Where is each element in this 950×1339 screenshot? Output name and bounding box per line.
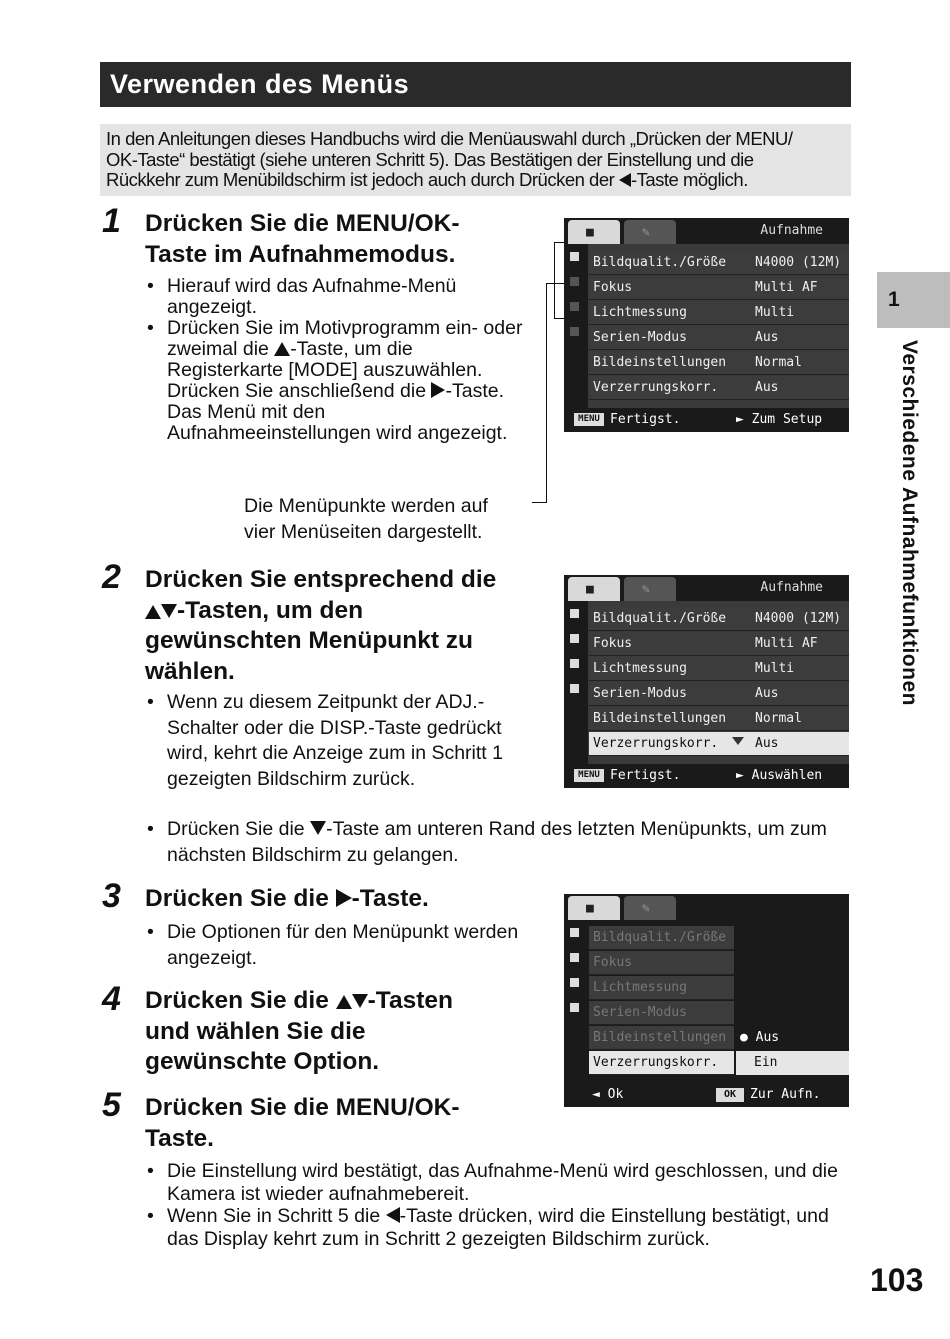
screen-2-setup-tab [624,577,676,601]
step-1-bullet-1: • Hierauf wird das Aufnahme-Menü angezeigt. [145,276,525,318]
right-arrow-icon [336,889,352,907]
screen-1-footer-left: Fertigst. [610,412,681,427]
intro-line-1: In den Anleitungen dieses Handbuchs wird die Menüauswahl durch „Drücken der MENU/ [106,128,793,149]
step-2-bullet-2-b: -Taste am unteren Rand des letzten Menüpunkts, um zum nächsten Bildschirm zu gelangen. [167,818,827,866]
menu-row-label: Bildeinstellungen [593,1030,727,1045]
step-3-number: 3 [102,877,121,915]
step-1-title-line-2: Taste im Aufnahmemodus. [145,240,456,268]
page-marker-1 [570,252,579,261]
menu-row-value: Multi AF [755,636,818,651]
screen-1-footer [564,408,849,432]
page-marker-3 [570,659,579,668]
step-4-title-line-1 [145,986,545,1017]
screen-2-menu-row [589,607,849,631]
menu-row-label: Serien-Modus [593,330,687,345]
menu-row-label: Lichtmessung [593,305,687,320]
option-ein-label: Ein [754,1055,778,1070]
step-5-title [145,1093,545,1154]
step-3-bullets [145,920,525,971]
menu-row-value: Multi [755,305,795,320]
screen-1-menu-row [589,251,849,275]
step-2-title-line-1: Drücken Sie entsprechend die [145,566,497,593]
step-4-title-line-2: und wählen Sie die [145,1017,366,1045]
option-aus-label: ● Aus [740,1030,780,1045]
camera-screen-1 [564,218,849,432]
menu-row-value: Multi [755,661,795,676]
menu-row-label: Verzerrungskorr. [593,1055,719,1070]
page-marker-4 [570,327,579,336]
step-5-title-line-2: Taste. [145,1124,214,1152]
step-3-title-a: Drücken Sie die [145,885,336,912]
page-marker-1 [570,609,579,618]
screen-2-camera-tab [568,577,620,601]
step-3-title [145,884,545,915]
intro-line-3 [106,170,845,191]
intro-line-2: OK-Taste“ bestätigt (siehe unteren Schritt 5). Das Bestätigen der Einstellung und die [106,148,754,170]
screen-3-footer [564,1083,849,1107]
screen-3-menu-row [589,1001,734,1025]
callout-bracket-top [554,242,564,243]
step-2-title-line-2-text: -Tasten, um den [177,596,364,624]
intro-line-3-end: -Taste möglich. [630,169,748,190]
step-1-bullet-2-a: Drücken Sie im Motivprogramm ein- oder zweimal die [167,317,523,360]
step-2-title-line-4: wählen. [145,657,235,685]
menu-row-label: Serien-Modus [593,1005,687,1020]
pointer-left-icon [726,1057,734,1069]
screen-2-menu-row [589,707,849,731]
step-5-bullet-1: • Die Einstellung wird bestätigt, das Aufnahme-Menü wird geschlossen, und die Kamera ist wieder aufnahmebereit. [145,1160,857,1205]
screen-1-menu-row [589,351,849,375]
menu-row-value: Aus [755,380,779,395]
page-marker-4 [570,1003,579,1012]
menu-row-label: Bildqualit./Größe [593,255,727,270]
step-4-title-line-3: gewünschte Option. [145,1048,380,1075]
left-arrow-icon [619,173,631,187]
menu-row-value: Aus [755,736,779,751]
screen-3-page-indicator [564,920,588,1083]
menu-badge: MENU [574,769,604,782]
screen-3-menu-row [589,926,734,950]
screen-2-menu-row [589,682,849,706]
screen-1-camera-tab [568,220,620,244]
screen-2-footer [564,764,849,788]
menu-row-value: Aus [755,686,779,701]
up-arrow-icon [336,995,352,1009]
step-1-bullet-2-b: -Taste, um die Registerkarte [MODE] auszuwählen. Drücken Sie anschließend die [167,338,483,402]
menu-row-value: N4000 (12M) [755,611,842,626]
chapter-title-vertical: Verschiedene Aufnahmefunktionen [898,340,921,706]
step-2-bullet-2-a: Drücken Sie die [167,818,311,840]
screen-1-menu-row [589,376,849,400]
menu-row-value: N4000 (12M) [755,255,842,270]
step-1-title [145,209,545,270]
screen-1-page-indicator [564,244,588,408]
callout-bracket [554,242,555,319]
page-marker-2 [570,953,579,962]
wrench-icon: ✎ [642,901,650,916]
step-2-bullet-1: • Wenn zu diesem Zeitpunkt der ADJ.-Schalter oder die DISP.-Taste gedrückt wird, kehrt die Anzeige zum in Schritt 1 gezeigten Bildschirm zurück. [145,690,540,792]
callout-line-vertical [546,283,547,503]
screen-1-menu-row [589,301,849,325]
menu-row-label: Fokus [593,280,633,295]
down-arrow-icon [352,994,368,1008]
page-marker-4 [570,684,579,693]
step-1-bullet-2 [145,318,525,444]
menu-row-label: Bildeinstellungen [593,711,727,726]
step-3-bullet-1: • Die Optionen für den Menüpunkt werden angezeigt. [145,920,525,971]
screen-1-title: Aufnahme [760,223,823,238]
step-5-bullets [145,1160,857,1250]
menu-row-value: Aus [755,330,779,345]
screen-3-menu-row [589,951,734,975]
screen-3-footer-left: ◄ Ok [592,1087,624,1102]
screen-3-footer-right: Zur Aufn. [750,1087,821,1102]
screen-1-footer-right: ► Zum Setup [736,412,823,427]
down-arrow-icon [310,821,326,835]
screen-2-title: Aufnahme [760,580,823,595]
step-4-title [145,986,545,1078]
step-2-title [145,565,555,687]
screen-1-menu-row [589,326,849,350]
step-2-number: 2 [102,558,121,596]
option-aus [736,1026,849,1050]
menu-row-label: Lichtmessung [593,980,687,995]
down-arrow-icon [161,604,177,618]
step-2-bullet-1-box [145,690,540,792]
menu-row-label: Verzerrungskorr. [593,736,719,751]
menu-row-value: Normal [755,711,802,726]
menu-row-label: Verzerrungskorr. [593,380,719,395]
step-5-bullet-2-a: Wenn Sie in Schritt 5 die [167,1205,386,1227]
page-marker-2 [570,277,579,286]
screen-1-menu-row [589,276,849,300]
camera-icon: ■ [586,225,594,240]
screen-3-camera-tab [568,896,620,920]
page-marker-3 [570,302,579,311]
wrench-icon: ✎ [642,225,650,240]
step-2-bullet-2 [145,817,850,868]
step-1-bullets [145,276,525,444]
step-2-bullet-2-box [145,817,850,868]
step-3-title-b: -Taste. [351,885,429,912]
screen-3-menu-row-selected [589,1051,734,1075]
screen-2-menu-row [589,632,849,656]
screen-1-tabs [564,218,849,244]
left-arrow-icon [386,1207,400,1223]
callout-line-horizontal [532,502,547,503]
step-1-bullet-2-c: -Taste. Das Menü mit den Aufnahmeeinstellungen wird angezeigt. [167,380,508,444]
step-1-number: 1 [102,202,121,240]
scroll-down-icon [732,737,744,745]
page-marker-3 [570,978,579,987]
page-number: 103 [870,1262,924,1298]
step-1-callout-line-2: vier Menüseiten dargestellt. [244,521,483,543]
menu-row-label: Fokus [593,636,633,651]
menu-row-value: Normal [755,355,802,370]
section-title: Verwenden des Menüs [100,62,851,107]
right-arrow-icon [431,382,445,398]
step-5-title-line-1: Drücken Sie die MENU/OK- [145,1094,460,1121]
step-1-callout-line-1: Die Menüpunkte werden auf [244,495,488,517]
callout-line-top [546,283,564,284]
menu-row-value: Multi AF [755,280,818,295]
chapter-number-tab: 1 [877,272,950,328]
step-1-callout [244,493,488,545]
menu-row-label: Serien-Modus [593,686,687,701]
menu-badge: MENU [574,413,604,426]
intro-box [100,124,851,196]
screen-2-footer-right: ► Auswählen [736,768,823,783]
callout-bracket-bottom [554,318,564,319]
screen-3-menu-row [589,1026,734,1050]
step-5-bullet-2-b: -Taste drücken, wird die Einstellung bestätigt, und das Display kehrt zum in Schritt 2 gezeigten Bildschirm zurück. [167,1205,829,1250]
step-2-title-line-3: gewünschten Menüpunkt zu [145,627,474,654]
screen-2-menu-row [589,657,849,681]
camera-screen-2 [564,575,849,788]
option-ein-selected [736,1051,849,1075]
page-marker-1 [570,928,579,937]
up-arrow-icon [145,605,161,619]
menu-row-label: Fokus [593,955,633,970]
menu-row-label: Bildqualit./Größe [593,611,727,626]
screen-2-tabs [564,575,849,601]
menu-row-label: Bildeinstellungen [593,355,727,370]
camera-icon: ■ [586,901,594,916]
up-arrow-icon [274,342,290,356]
step-1-title-line-1: Drücken Sie die MENU/OK- [145,210,460,237]
ok-badge: OK [716,1088,744,1102]
camera-screen-3 [564,894,849,1107]
screen-2-menu-row-selected [589,732,849,756]
menu-row-label: Lichtmessung [593,661,687,676]
camera-icon: ■ [586,582,594,597]
page-marker-2 [570,634,579,643]
step-4-number: 4 [102,980,121,1018]
screen-2-footer-left: Fertigst. [610,768,681,783]
screen-1-setup-tab [624,220,676,244]
screen-2-page-indicator [564,601,588,764]
step-5-bullet-2 [145,1205,857,1250]
wrench-icon: ✎ [642,582,650,597]
step-4-title-a: Drücken Sie die [145,987,336,1014]
screen-3-menu-row [589,976,734,1000]
screen-3-setup-tab [624,896,676,920]
step-5-number: 5 [102,1086,121,1124]
step-4-title-b: -Tasten [367,987,453,1014]
intro-line-3-text: Rückkehr zum Menübildschirm ist jedoch auch durch Drücken der [106,169,619,190]
step-2-title-line-2 [145,596,555,627]
menu-row-label: Bildqualit./Größe [593,930,727,945]
